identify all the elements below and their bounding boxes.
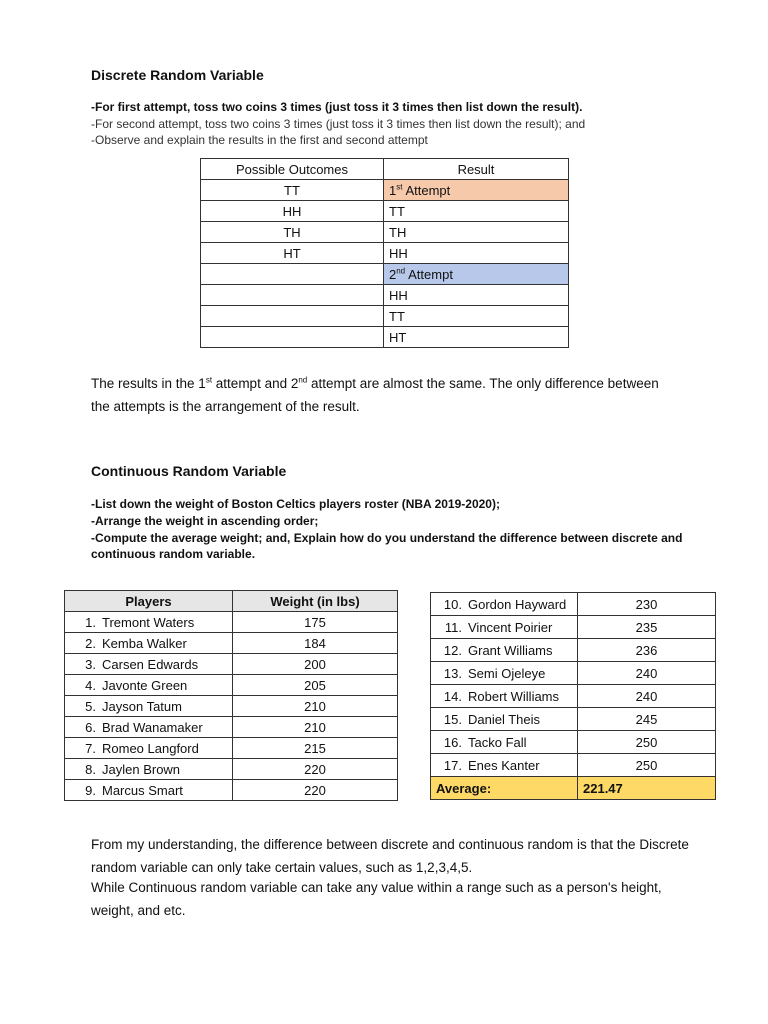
header-result: Result <box>384 159 569 180</box>
coin-row <box>201 264 569 285</box>
player-row <box>65 654 398 675</box>
player-name-cell: 3. Carsen Edwards <box>65 654 233 675</box>
player-row <box>431 662 716 685</box>
player-weight-cell: 220 <box>233 780 398 801</box>
coin-row <box>201 327 569 348</box>
discrete-instruction-2: -For second attempt, toss two coins 3 times (just toss it 3 times then list down the result); and <box>91 117 586 131</box>
players-table-left <box>64 590 398 801</box>
player-name-cell: 17. Enes Kanter <box>431 754 578 777</box>
header-weight: Weight (in lbs) <box>233 591 398 612</box>
outcome-cell: HH <box>201 201 384 222</box>
outcome-cell <box>201 264 384 285</box>
player-row <box>65 759 398 780</box>
player-weight-cell: 215 <box>233 738 398 759</box>
discrete-instruction-1: -For first attempt, toss two coins 3 times (just toss it 3 times then list down the result). <box>91 100 583 114</box>
player-row <box>65 633 398 654</box>
player-weight-cell: 240 <box>578 685 716 708</box>
result-cell: HH <box>384 243 569 264</box>
player-name-cell: 11. Vincent Poirier <box>431 616 578 639</box>
player-row <box>65 612 398 633</box>
outcome-cell: HT <box>201 243 384 264</box>
player-weight-cell: 175 <box>233 612 398 633</box>
player-row <box>431 754 716 777</box>
result-cell: TT <box>384 306 569 327</box>
continuous-instruction-3: -Compute the average weight; and, Explain how do you understand the difference between discrete and continuous random variable. <box>91 531 683 561</box>
continuous-conclusion-2: While Continuous random variable can take any value within a range such as a person's height, weight, and etc. <box>91 880 662 918</box>
player-weight-cell: 210 <box>233 696 398 717</box>
result-cell: HT <box>384 327 569 348</box>
player-weight-cell: 184 <box>233 633 398 654</box>
coin-row <box>201 306 569 327</box>
player-row <box>65 675 398 696</box>
player-row <box>431 593 716 616</box>
player-weight-cell: 205 <box>233 675 398 696</box>
outcome-cell: TH <box>201 222 384 243</box>
player-name-cell: 12. Grant Williams <box>431 639 578 662</box>
continuous-instruction-2: -Arrange the weight in ascending order; <box>91 514 319 528</box>
coin-row <box>201 285 569 306</box>
outcome-cell <box>201 306 384 327</box>
player-weight-cell: 235 <box>578 616 716 639</box>
average-value: 221.47 <box>578 777 716 800</box>
player-row <box>65 696 398 717</box>
outcome-cell: TT <box>201 180 384 201</box>
outcome-cell <box>201 285 384 306</box>
player-name-cell: 1. Tremont Waters <box>65 612 233 633</box>
player-row <box>431 731 716 754</box>
player-weight-cell: 230 <box>578 593 716 616</box>
player-name-cell: 2. Kemba Walker <box>65 633 233 654</box>
coin-row <box>201 180 569 201</box>
discrete-heading: Discrete Random Variable <box>91 67 264 83</box>
result-cell: HH <box>384 285 569 306</box>
player-weight-cell: 245 <box>578 708 716 731</box>
players-table-right <box>430 592 716 800</box>
player-weight-cell: 236 <box>578 639 716 662</box>
player-name-cell: 16. Tacko Fall <box>431 731 578 754</box>
player-name-cell: 10. Gordon Hayward <box>431 593 578 616</box>
player-weight-cell: 220 <box>233 759 398 780</box>
coin-row <box>201 222 569 243</box>
result-cell: 2nd Attempt <box>384 264 569 285</box>
player-name-cell: 6. Brad Wanamaker <box>65 717 233 738</box>
player-name-cell: 15. Daniel Theis <box>431 708 578 731</box>
outcome-cell <box>201 327 384 348</box>
continuous-instruction-1: -List down the weight of Boston Celtics players roster (NBA 2019-2020); <box>91 497 500 511</box>
player-name-cell: 14. Robert Williams <box>431 685 578 708</box>
player-row <box>431 708 716 731</box>
player-name-cell: 8. Jaylen Brown <box>65 759 233 780</box>
player-weight-cell: 250 <box>578 754 716 777</box>
header-possible-outcomes: Possible Outcomes <box>201 159 384 180</box>
player-row <box>431 685 716 708</box>
player-row <box>65 738 398 759</box>
header-players: Players <box>65 591 233 612</box>
coin-row <box>201 201 569 222</box>
player-weight-cell: 250 <box>578 731 716 754</box>
player-row <box>65 717 398 738</box>
player-row <box>431 639 716 662</box>
player-name-cell: 9. Marcus Smart <box>65 780 233 801</box>
result-cell: TT <box>384 201 569 222</box>
result-cell: TH <box>384 222 569 243</box>
player-row <box>431 616 716 639</box>
player-weight-cell: 210 <box>233 717 398 738</box>
result-cell: 1st Attempt <box>384 180 569 201</box>
continuous-conclusion-1: From my understanding, the difference between discrete and continuous random is that the Discrete random variable can only take certain values, such as 1,2,3,4,5. <box>91 837 689 875</box>
discrete-instruction-3: -Observe and explain the results in the first and second attempt <box>91 133 428 147</box>
player-name-cell: 7. Romeo Langford <box>65 738 233 759</box>
player-weight-cell: 200 <box>233 654 398 675</box>
discrete-conclusion: The results in the 1st attempt and 2nd attempt are almost the same. The only difference between the attempts is the arrangement of the result. <box>91 375 659 414</box>
continuous-heading: Continuous Random Variable <box>91 463 287 479</box>
player-name-cell: 5. Jayson Tatum <box>65 696 233 717</box>
average-label: Average: <box>431 777 578 800</box>
coin-toss-table <box>200 158 569 348</box>
player-row <box>65 780 398 801</box>
player-name-cell: 13. Semi Ojeleye <box>431 662 578 685</box>
coin-row <box>201 243 569 264</box>
player-name-cell: 4. Javonte Green <box>65 675 233 696</box>
player-weight-cell: 240 <box>578 662 716 685</box>
